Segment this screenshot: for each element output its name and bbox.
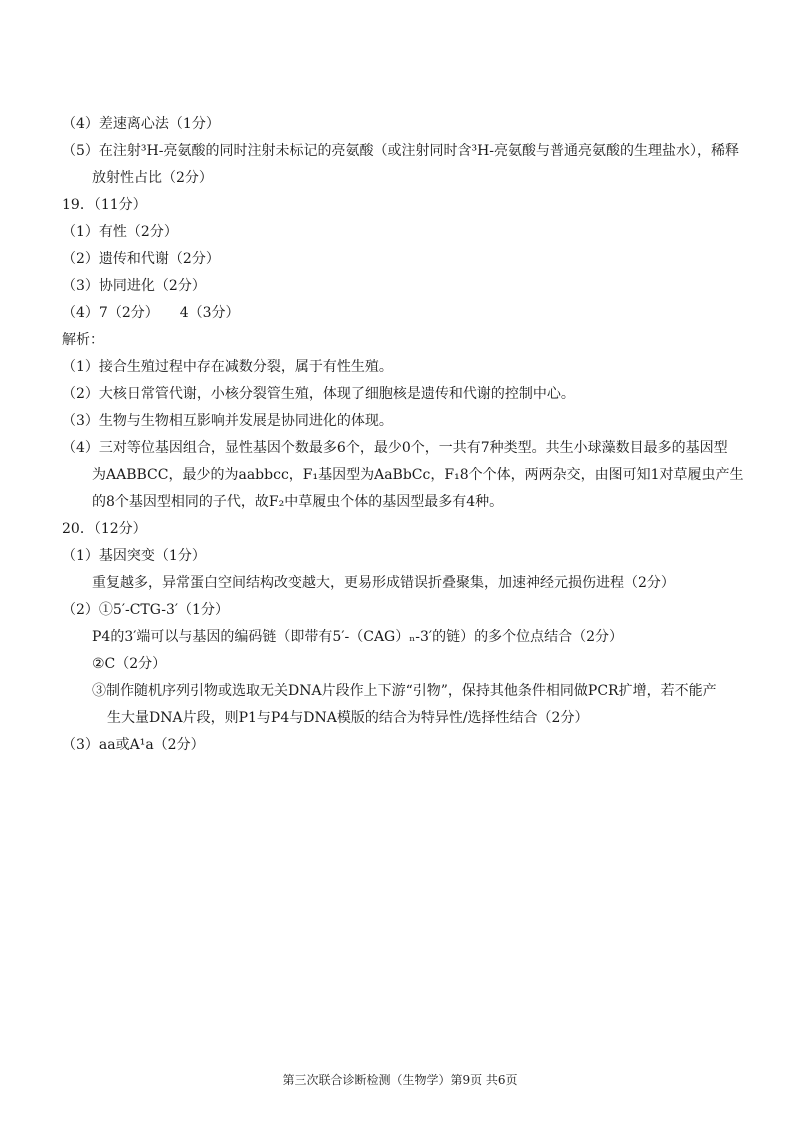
- answer-19-3: （3）协同进化（2分）: [62, 278, 206, 294]
- analysis-19-2: （2）大核日常管代谢，小核分裂管生殖，体现了细胞核是遗传和代谢的控制中心。: [62, 386, 575, 402]
- answer-20-1: （1）基因突变（1分）: [62, 548, 206, 564]
- analysis-19-3: （3）生物与生物相互影响并发展是协同进化的体现。: [62, 413, 393, 429]
- answer-20-2-3-cont: 生大量DNA片段，则P1与P4与DNA模版的结合为特异性/选择性结合（2分）: [107, 710, 589, 726]
- answer-20-1-explanation: 重复越多，异常蛋白空间结构改变越大，更易形成错误折叠聚集，加速神经元损伤进程（2分）: [92, 575, 675, 591]
- answer-18-5: （5）在注射³H-亮氨酸的同时注射未标记的亮氨酸（或注射同时含³H-亮氨酸与普通亮氨酸的生理盐水），稀释: [62, 143, 740, 159]
- answer-20-2-3: ③制作随机序列引物或选取无关DNA片段作上下游“引物”，保持其他条件相同做PCR扩增，若不能产: [92, 683, 717, 699]
- answer-19-2: （2）遗传和代谢（2分）: [62, 251, 220, 267]
- analysis-19-4-cont2: 的8个基因型相同的子代，故F₂中草履虫个体的基因型最多有4种。: [92, 494, 504, 510]
- page-footer: 第三次联合诊断检测（生物学）第9页 共6页: [282, 1073, 518, 1087]
- answer-19-1: （1）有性（2分）: [62, 224, 178, 240]
- answer-20-2-1-explanation: P4的3′端可以与基因的编码链（即带有5′-（CAG）ₙ-3′的链）的多个位点结合（2分）: [92, 629, 624, 645]
- answer-20-2-2: ②C（2分）: [92, 656, 167, 672]
- answer-19-4: （4）7（2分） 4（3分）: [62, 305, 240, 321]
- analysis-19-1: （1）接合生殖过程中存在减数分裂，属于有性生殖。: [62, 359, 393, 375]
- analysis-19-4-cont1: 为AABBCC，最少的为aabbcc，F₁基因型为AaBbCc，F₁8个个体，两两杂交，由图可知1对草履虫产生: [92, 467, 744, 483]
- question-20-header: 20．（12分）: [62, 521, 147, 537]
- analysis-19-4: （4）三对等位基因组合，显性基因个数最多6个，最少0个，一共有7种类型。共生小球藻数目最多的基因型: [62, 440, 728, 456]
- answer-20-3: （3）aa或A¹a（2分）: [62, 737, 205, 753]
- analysis-label: 解析：: [62, 332, 104, 348]
- question-19-header: 19．（11分）: [62, 197, 147, 213]
- answer-18-4: （4）差速离心法（1分）: [62, 116, 220, 132]
- answer-20-2-1: （2）①5′-CTG-3′（1分）: [62, 602, 229, 618]
- answer-18-5-cont: 放射性占比（2分）: [92, 170, 213, 186]
